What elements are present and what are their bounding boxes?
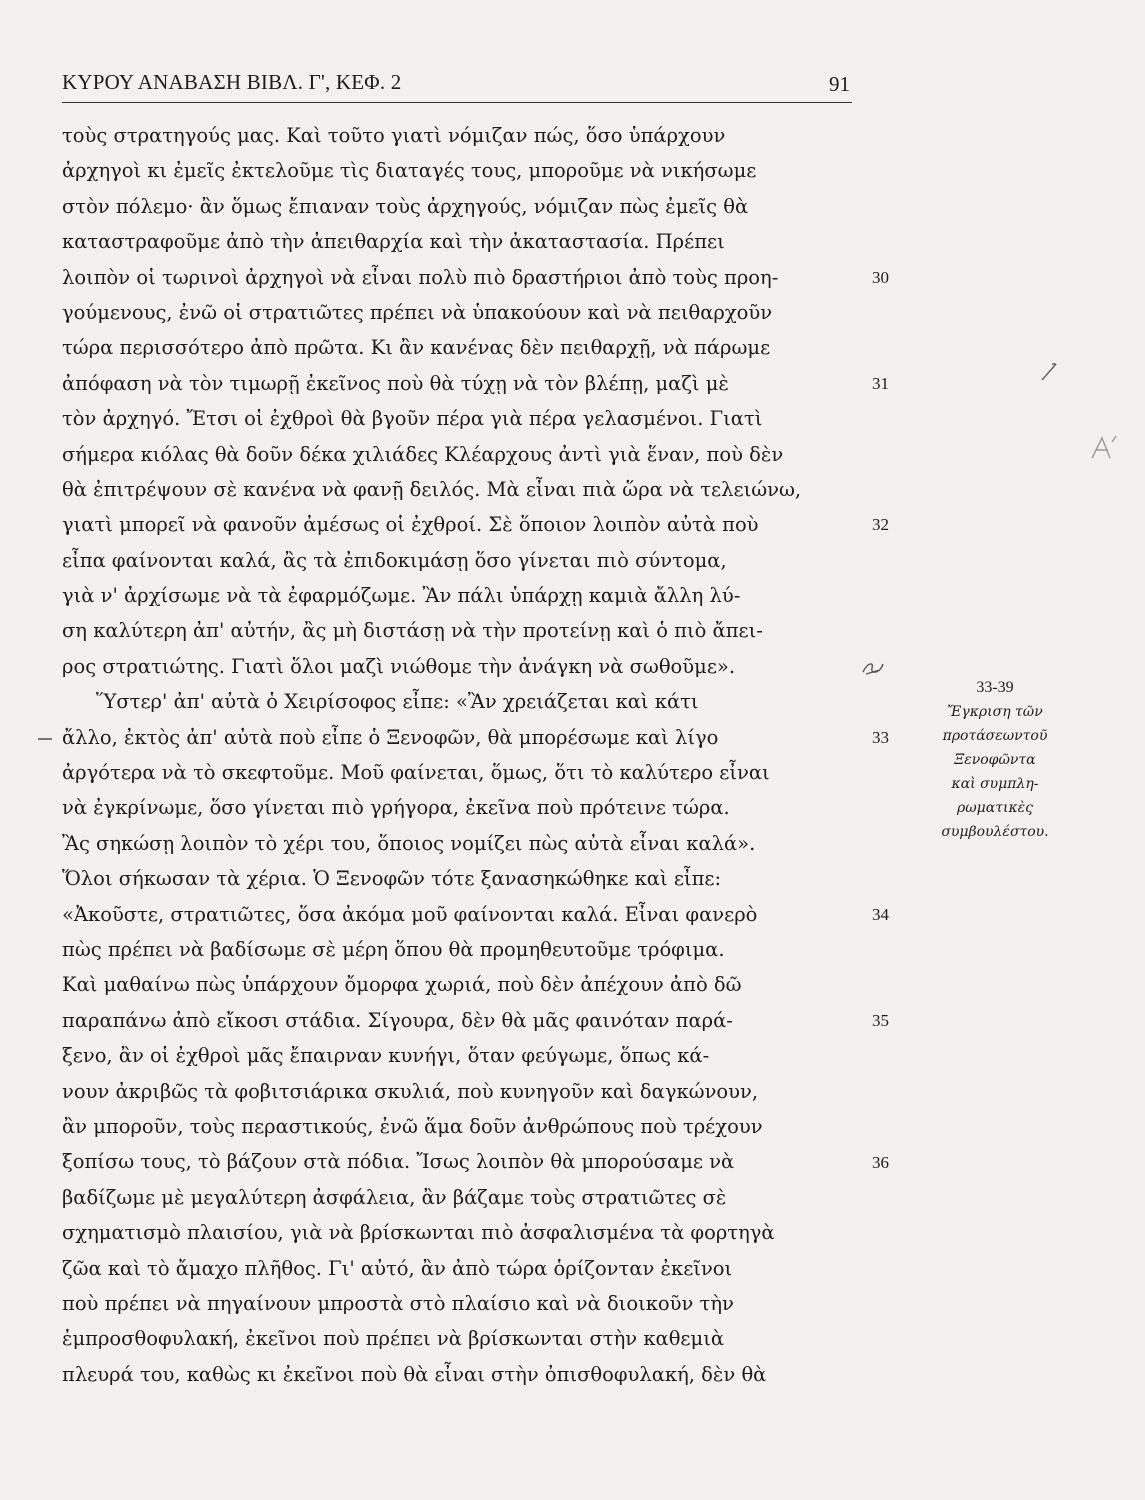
section-number: 35 [872, 1011, 889, 1030]
margin-note-line: προτάσεωντοῦ [942, 728, 1048, 744]
text-line: στὸν πόλεμο· ἂν ὅμως ἔπιαναν τοὺς ἀρχηγούς, νόμιζαν πὼς ἐμεῖς θὰ [62, 194, 749, 218]
section-number: 30 [872, 267, 889, 287]
text-line: γιατὶ μπορεῖ νὰ φανοῦν ἀμέσως οἱ ἐχθροί. Σὲ ὅποιον λοιπὸν αὐτὰ ποὺ [62, 513, 759, 537]
text-line: ξενο, ἂν οἱ ἐχθροὶ μᾶς ἔπαιρναν κυνήγι, ὅταν φεύγωμε, ὅπως κά- [62, 1044, 710, 1068]
text-line: ἀρχηγοὶ κι ἐμεῖς ἐκτελοῦμε τὶς διαταγές τους, μποροῦμε νὰ νικήσωμε [62, 159, 757, 183]
margin-note-line: Ἔγκριση τῶν [947, 704, 1043, 720]
text-line: λοιπὸν οἱ τωρινοὶ ἀρχηγοὶ νὰ εἶναι πολὺ πιὸ δραστήριοι ἀπὸ τοὺς προη- [62, 265, 779, 289]
text-line: Ἂς σηκώσῃ λοιπὸν τὸ χέρι του, ὅποιος νομίζει πὼς αὐτὰ εἶναι καλά». [62, 831, 756, 855]
paragraph-start-line: Ὕστερ' ἀπ' αὐτὰ ὁ Χειρίσοφος εἶπε: «Ἂν χρειάζεται καὶ κάτι [96, 690, 699, 714]
text-line: ἐμπροσθοφυλακή, ἐκεῖνοι ποὺ πρέπει νὰ βρίσκωνται στὴν καθεμιὰ [62, 1327, 725, 1351]
section-number: 34 [872, 904, 889, 924]
text-line: παραπάνω ἀπὸ εἴκοσι στάδια. Σίγουρα, δὲν θὰ μᾶς φαινόταν παρά- [62, 1008, 733, 1032]
text-line: σχηματισμὸ πλαισίου, γιὰ νὰ βρίσκωνται πιὸ ἀσφαλισμένα τὰ φορτηγὰ [62, 1221, 775, 1245]
running-header [62, 68, 852, 103]
text-line: Καὶ μαθαίνω πὼς ὑπάρχουν ὄμορφα χωριά, ποὺ δὲν ἀπέχουν ἀπὸ δῶ [62, 973, 742, 997]
margin-note-line: καὶ συμπλη- [951, 776, 1039, 792]
pencil-check-mark-icon [1038, 358, 1064, 386]
text-line: τώρα περισσότερο ἀπὸ πρῶτα. Κι ἂν κανένας δὲν πειθαρχῇ, νὰ πάρωμε [62, 336, 771, 360]
text-line: πὼς πρέπει νὰ βαδίσωμε σὲ μέρη ὅπου θὰ προμηθευτοῦμε τρόφιμα. [62, 937, 725, 961]
text-line: καταστραφοῦμε ἀπὸ τὴν ἀπειθαρχία καὶ τὴν ἀκαταστασία. Πρέπει [62, 230, 725, 254]
text-line: βαδίζωμε μὲ μεγαλύτερη ἀσφάλεια, ἂν βάζαμε τοὺς στρατιῶτες σὲ [62, 1185, 727, 1209]
text-line: ἀργότερα νὰ τὸ σκεφτοῦμε. Μοῦ φαίνεται, ὅμως, ὅτι τὸ καλύτερο εἶναι [62, 761, 770, 785]
margin-note-range: 33-39 [976, 679, 1014, 696]
text-line: ποὺ πρέπει νὰ πηγαίνουν μπροστὰ στὸ πλαίσιο καὶ νὰ διοικοῦν τὴν [62, 1291, 734, 1315]
text-line: νὰ ἐγκρίνωμε, ὅσο γίνεται πιὸ γρήγορα, ἐκεῖνα ποὺ πρότεινε τώρα. [62, 796, 730, 820]
text-line: «Ἀκοῦστε, στρατιῶτες, ὅσα ἀκόμα μοῦ φαίνονται καλά. Εἶναι φανερὸ [62, 902, 758, 926]
margin-note-line: ρωματικὲς [957, 800, 1033, 816]
text-line: νουν ἀκριβῶς τὰ φοβιτσιάρικα σκυλιά, ποὺ κυνηγοῦν καὶ δαγκώνουν, [62, 1079, 759, 1103]
pencil-mark-icon [1088, 432, 1120, 462]
text-line: θὰ ἐπιτρέψουν σὲ κανένα νὰ φανῇ δειλός. Μὰ εἶναι πιὰ ὥρα νὰ τελειώνω, [62, 477, 802, 501]
text-line: ζῶα καὶ τὸ ἄμαχο πλῆθος. Γι' αὐτό, ἂν ἀπὸ τώρα ὁρίζονταν ἐκεῖνοι [62, 1256, 733, 1280]
margin-tick-mark [38, 738, 52, 740]
margin-note-line: Ξενοφῶντα [954, 752, 1036, 768]
text-line: ξοπίσω τους, τὸ βάζουν στὰ πόδια. Ἴσως λοιπὸν θὰ μπορούσαμε νὰ [62, 1150, 735, 1174]
body-text [62, 118, 862, 1392]
running-title: ΚΥΡΟΥ ΑΝΑΒΑΣΗ ΒΙΒΛ. Γ', ΚΕΦ. 2 [62, 70, 402, 94]
text-line: σήμερα κιόλας θὰ δοῦν δέκα χιλιάδες Κλέαρχους ἀντὶ γιὰ ἕναν, ποὺ δὲν [62, 442, 784, 466]
text-line: ἀπόφαση νὰ τὸν τιμωρῇ ἐκεῖνος ποὺ θὰ τύχῃ νὰ τὸν βλέπῃ, μαζὶ μὲ [62, 371, 729, 395]
margin-summary-note [920, 676, 1070, 844]
section-number: 33 [872, 727, 889, 747]
pencil-scribble-icon [860, 658, 886, 678]
margin-note-line: συμβουλέστου. [941, 824, 1049, 840]
text-line: γιὰ ν' ἀρχίσωμε νὰ τὰ ἐφαρμόζωμε. Ἂν πάλι ὑπάρχῃ καμιὰ ἄλλη λύ- [62, 584, 741, 608]
section-number: 36 [872, 1152, 889, 1172]
text-line: ρος στρατιώτης. Γιατὶ ὅλοι μαζὶ νιώθομε τὴν ἀνάγκη νὰ σωθοῦμε». [62, 654, 736, 678]
section-number: 31 [872, 373, 889, 393]
text-line: εἶπα φαίνονται καλά, ἂς τὰ ἐπιδοκιμάσῃ ὅσο γίνεται πιὸ σύντομα, [62, 548, 727, 572]
text-line: ἂν μποροῦν, τοὺς περαστικούς, ἐνῶ ἅμα δοῦν ἀνθρώπους ποὺ τρέχουν [62, 1114, 763, 1138]
text-line: πλευρά του, καθὼς κι ἐκεῖνοι ποὺ θὰ εἶναι στὴν ὀπισθοφυλακή, δὲν θὰ [62, 1362, 767, 1386]
section-number: 32 [872, 515, 889, 535]
text-line: ση καλύτερη ἀπ' αὐτήν, ἂς μὴ διστάσῃ νὰ τὴν προτείνῃ καὶ ὁ πιὸ ἄπει- [62, 619, 763, 643]
text-line: τὸν ἀρχηγό. Ἔτσι οἱ ἐχθροὶ θὰ βγοῦν πέρα γιὰ πέρα γελασμένοι. Γιατὶ [62, 407, 763, 431]
text-line: Ὅλοι σήκωσαν τὰ χέρια. Ὁ Ξενοφῶν τότε ξανασηκώθηκε καὶ εἶπε: [62, 867, 722, 891]
text-line: γούμενους, ἐνῶ οἱ στρατιῶτες πρέπει νὰ ὑπακούουν καὶ νὰ πειθαρχοῦν [62, 300, 773, 324]
page-number: 91 [829, 72, 850, 96]
text-line: ἄλλο, ἐκτὸς ἀπ' αὐτὰ ποὺ εἶπε ὁ Ξενοφῶν, θὰ μπορέσωμε καὶ λίγο [62, 725, 719, 749]
text-line: τοὺς στρατηγούς μας. Καὶ τοῦτο γιατὶ νόμιζαν πώς, ὅσο ὑπάρχουν [62, 124, 726, 147]
